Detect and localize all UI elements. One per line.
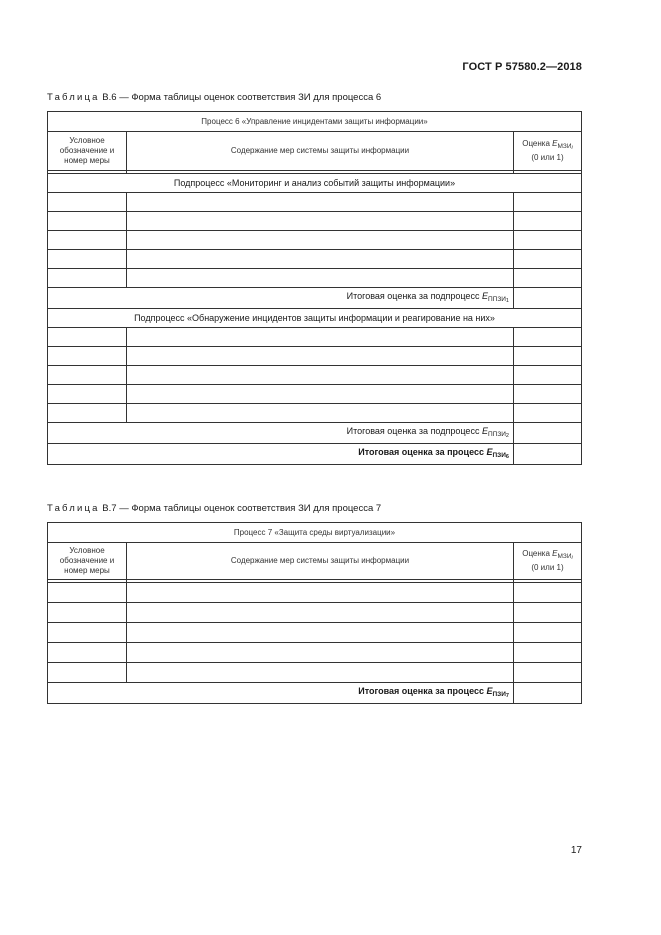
subtotal-2-var: E	[481, 425, 488, 436]
subtotal-1-sub: ППЗИ	[487, 295, 506, 303]
total-subsub: 7	[505, 692, 509, 699]
score-range: (0 или 1)	[531, 153, 564, 162]
score-cell	[513, 250, 581, 269]
score-subsub: i	[571, 555, 573, 561]
content-cell	[127, 623, 514, 643]
score-cell	[513, 404, 581, 423]
table-b7-caption	[47, 503, 381, 514]
score-cell	[513, 328, 581, 347]
code-cell	[48, 643, 127, 663]
content-cell	[127, 193, 514, 212]
score-prefix: Оценка	[522, 139, 553, 148]
table-row	[48, 347, 582, 366]
subtotal-2-subsub: 2	[505, 432, 509, 439]
caption-text: В.6 — Форма таблицы оценок соответствия ЗИ для процесса 6	[102, 92, 382, 103]
table-b6-caption	[47, 92, 381, 103]
score-subsub: i	[571, 145, 573, 151]
table-row	[48, 250, 582, 269]
score-sub: МЗИ	[557, 553, 572, 560]
score-cell	[513, 193, 581, 212]
code-cell	[48, 269, 127, 288]
content-cell	[127, 250, 514, 269]
content-cell	[127, 366, 514, 385]
subtotal-2-sub: ППЗИ	[487, 430, 506, 438]
code-cell	[48, 328, 127, 347]
score-sub: МЗИ	[557, 143, 572, 150]
total-var: E	[486, 685, 493, 696]
subprocess-1-title: Подпроцесс «Мониторинг и анализ событий защиты информации»	[48, 174, 582, 193]
score-cell	[513, 212, 581, 231]
code-cell	[48, 212, 127, 231]
code-cell	[48, 193, 127, 212]
page-number: 17	[570, 845, 582, 856]
score-cell	[513, 583, 581, 603]
score-cell	[513, 269, 581, 288]
content-cell	[127, 583, 514, 603]
col-header-code: Условное обозначение и номер меры	[48, 543, 127, 580]
subtotal-2-text: Итоговая оценка за подпроцесс	[346, 425, 482, 436]
total-var: E	[486, 446, 493, 457]
total-sub: ПЗИ	[492, 690, 506, 698]
table-row	[48, 603, 582, 623]
process-total-value	[513, 444, 581, 465]
code-cell	[48, 347, 127, 366]
code-cell	[48, 404, 127, 423]
total-sub: ПЗИ	[492, 451, 506, 459]
subprocess-2-title: Подпроцесс «Обнаружение инцидентов защиты информации и реагирование на них»	[48, 309, 582, 328]
total-subsub: 6	[505, 453, 509, 460]
total-text: Итоговая оценка за процесс	[358, 685, 487, 696]
score-prefix: Оценка	[522, 549, 553, 558]
content-cell	[127, 643, 514, 663]
col-header-content: Содержание мер системы защиты информации	[127, 132, 514, 171]
score-cell	[513, 643, 581, 663]
process-title: Процесс 7 «Защита среды виртуализации»	[48, 523, 582, 543]
process-title: Процесс 6 «Управление инцидентами защиты информации»	[48, 112, 582, 132]
subtotal-2-value	[513, 423, 581, 444]
table-row	[48, 643, 582, 663]
score-var: E	[552, 139, 558, 148]
code-cell	[48, 385, 127, 404]
subtotal-1-var: E	[481, 290, 488, 301]
process-total-value	[513, 683, 581, 704]
table-row	[48, 212, 582, 231]
total-text: Итоговая оценка за процесс	[358, 446, 487, 457]
subtotal-1-value	[513, 288, 581, 309]
content-cell	[127, 404, 514, 423]
code-cell	[48, 583, 127, 603]
table-row	[48, 269, 582, 288]
process-total-label	[48, 683, 514, 704]
score-range: (0 или 1)	[531, 563, 564, 572]
table-row	[48, 583, 582, 603]
content-cell	[127, 385, 514, 404]
content-cell	[127, 603, 514, 623]
caption-text: В.7 — Форма таблицы оценок соответствия ЗИ для процесса 7	[102, 503, 382, 514]
col-header-code: Условное обозначение и номер меры	[48, 132, 127, 171]
score-cell	[513, 603, 581, 623]
score-cell	[513, 231, 581, 250]
code-cell	[48, 231, 127, 250]
code-cell	[48, 250, 127, 269]
table-b7	[47, 522, 582, 704]
col-header-content: Содержание мер системы защиты информации	[127, 543, 514, 580]
code-cell	[48, 663, 127, 683]
code-cell	[48, 366, 127, 385]
table-row	[48, 623, 582, 643]
caption-label: Таблица	[47, 503, 100, 514]
subtotal-1-text: Итоговая оценка за подпроцесс	[346, 290, 482, 301]
table-row	[48, 663, 582, 683]
process-total-label	[48, 444, 514, 465]
table-row	[48, 328, 582, 347]
score-cell	[513, 663, 581, 683]
score-cell	[513, 347, 581, 366]
table-b6	[47, 111, 582, 465]
score-cell	[513, 623, 581, 643]
table-row	[48, 366, 582, 385]
col-header-score	[513, 132, 581, 171]
content-cell	[127, 347, 514, 366]
score-cell	[513, 385, 581, 404]
caption-label: Таблица	[47, 92, 100, 103]
content-cell	[127, 231, 514, 250]
content-cell	[127, 269, 514, 288]
code-cell	[48, 623, 127, 643]
standard-code: ГОСТ Р 57580.2—2018	[462, 61, 582, 73]
subtotal-2-label	[48, 423, 514, 444]
subtotal-1-subsub: 1	[505, 297, 509, 304]
score-var: E	[552, 549, 558, 558]
score-cell	[513, 366, 581, 385]
code-cell	[48, 603, 127, 623]
table-row	[48, 385, 582, 404]
table-row	[48, 404, 582, 423]
table-row	[48, 231, 582, 250]
content-cell	[127, 328, 514, 347]
subtotal-1-label	[48, 288, 514, 309]
col-header-score	[513, 543, 581, 580]
content-cell	[127, 663, 514, 683]
content-cell	[127, 212, 514, 231]
table-row	[48, 193, 582, 212]
